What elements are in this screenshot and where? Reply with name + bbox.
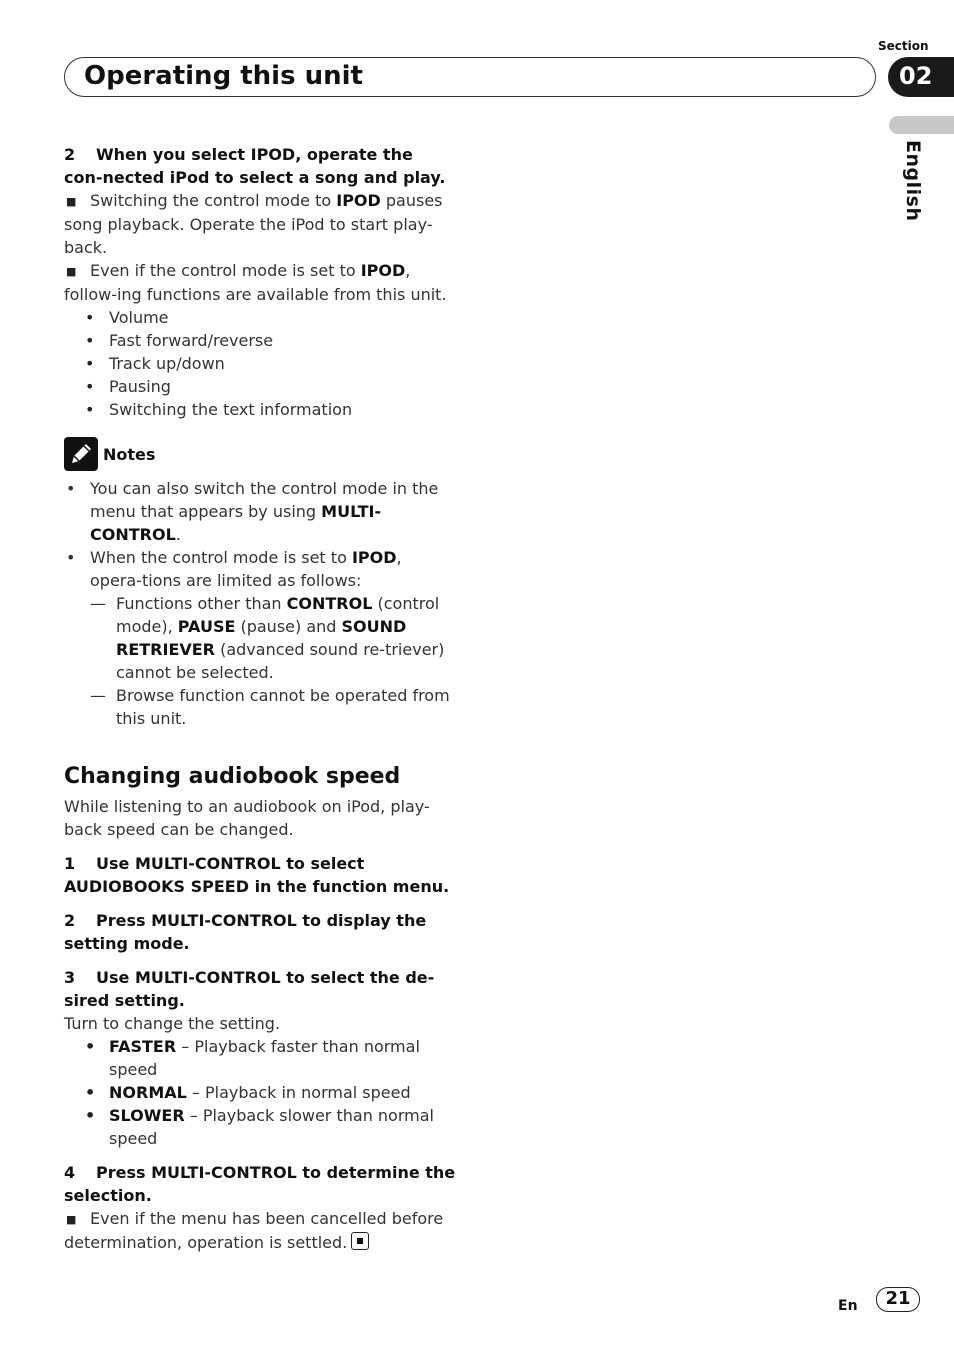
list-item: • Fast forward/reverse <box>64 329 456 352</box>
end-of-section-icon <box>351 1232 369 1250</box>
notes-list <box>64 477 456 730</box>
square-bullet-icon: ■ <box>66 195 77 208</box>
note-sublist <box>90 592 456 730</box>
list-item: • Volume <box>64 306 456 329</box>
ipod-function-list <box>64 306 456 421</box>
page-title: Operating this unit <box>84 61 363 91</box>
audiobook-intro: While listening to an audiobook on iPod, play-back speed can be changed. <box>64 797 430 839</box>
note-item: • You can also switch the control mode in the menu that appears by using MULTI-CONTROL. <box>64 477 456 546</box>
notes-heading <box>64 437 456 471</box>
section-number: 02 <box>899 62 933 90</box>
list-item: • Pausing <box>64 375 456 398</box>
speed-options-list <box>64 1035 456 1150</box>
note-subitem: — Functions other than CONTROL (control mode), PAUSE (pause) and SOUND RETRIEVER (advanced sound re-triever) cannot be selected. <box>90 592 456 684</box>
audiobook-step-1: 1 Use MULTI-CONTROL to select AUDIOBOOKS SPEED in the function menu. <box>64 854 450 896</box>
square-bullet-icon: ■ <box>66 265 77 278</box>
list-item: • Switching the text information <box>64 398 456 421</box>
audiobook-step-4-note: ■ Even if the menu has been cancelled before determination, operation is settled. <box>64 1209 444 1252</box>
language-label: English <box>902 140 924 222</box>
section-label: Section <box>878 39 929 53</box>
footer-language-code: En <box>838 1298 858 1314</box>
speed-option: • SLOWER – Playback slower than normal speed <box>64 1104 456 1150</box>
audiobook-step-2: 2 Press MULTI-CONTROL to display the setting mode. <box>64 911 427 953</box>
ipod-para-2: ■ Even if the control mode is set to IPOD, follow-ing functions are available from this unit. <box>64 261 447 304</box>
note-subitem: — Browse function cannot be operated from this unit. <box>90 684 456 730</box>
note-item: • When the control mode is set to IPOD, opera-tions are limited as follows: — Functions other than CONTROL (control mode), PAUSE (pause) and SOUND RETRIEVER (advanced sound re-triever) cannot be selected. — Browse function cannot be operated from this unit. <box>64 546 456 730</box>
list-item: • Track up/down <box>64 352 456 375</box>
main-column <box>64 143 456 1254</box>
audiobook-heading: Changing audiobook speed <box>64 764 401 789</box>
audiobook-step-4: 4 Press MULTI-CONTROL to determine the selection. <box>64 1163 456 1205</box>
page-number: 21 <box>876 1287 920 1312</box>
notes-title: Notes <box>103 444 156 464</box>
ipod-step-heading: 2 When you select IPOD, operate the con-nected iPod to select a song and play. <box>64 145 446 187</box>
pencil-icon <box>64 437 98 471</box>
speed-option: • NORMAL – Playback in normal speed <box>64 1081 456 1104</box>
audiobook-step-3-desc: Turn to change the setting. <box>64 1014 281 1033</box>
square-bullet-icon: ■ <box>66 1213 77 1226</box>
audiobook-step-3: 3 Use MULTI-CONTROL to select the de-sired setting. <box>64 968 435 1010</box>
speed-option: • FASTER – Playback faster than normal speed <box>64 1035 456 1081</box>
ipod-para-1: ■ Switching the control mode to IPOD pauses song playback. Operate the iPod to start play-back. <box>64 191 443 257</box>
language-tab <box>889 116 954 134</box>
